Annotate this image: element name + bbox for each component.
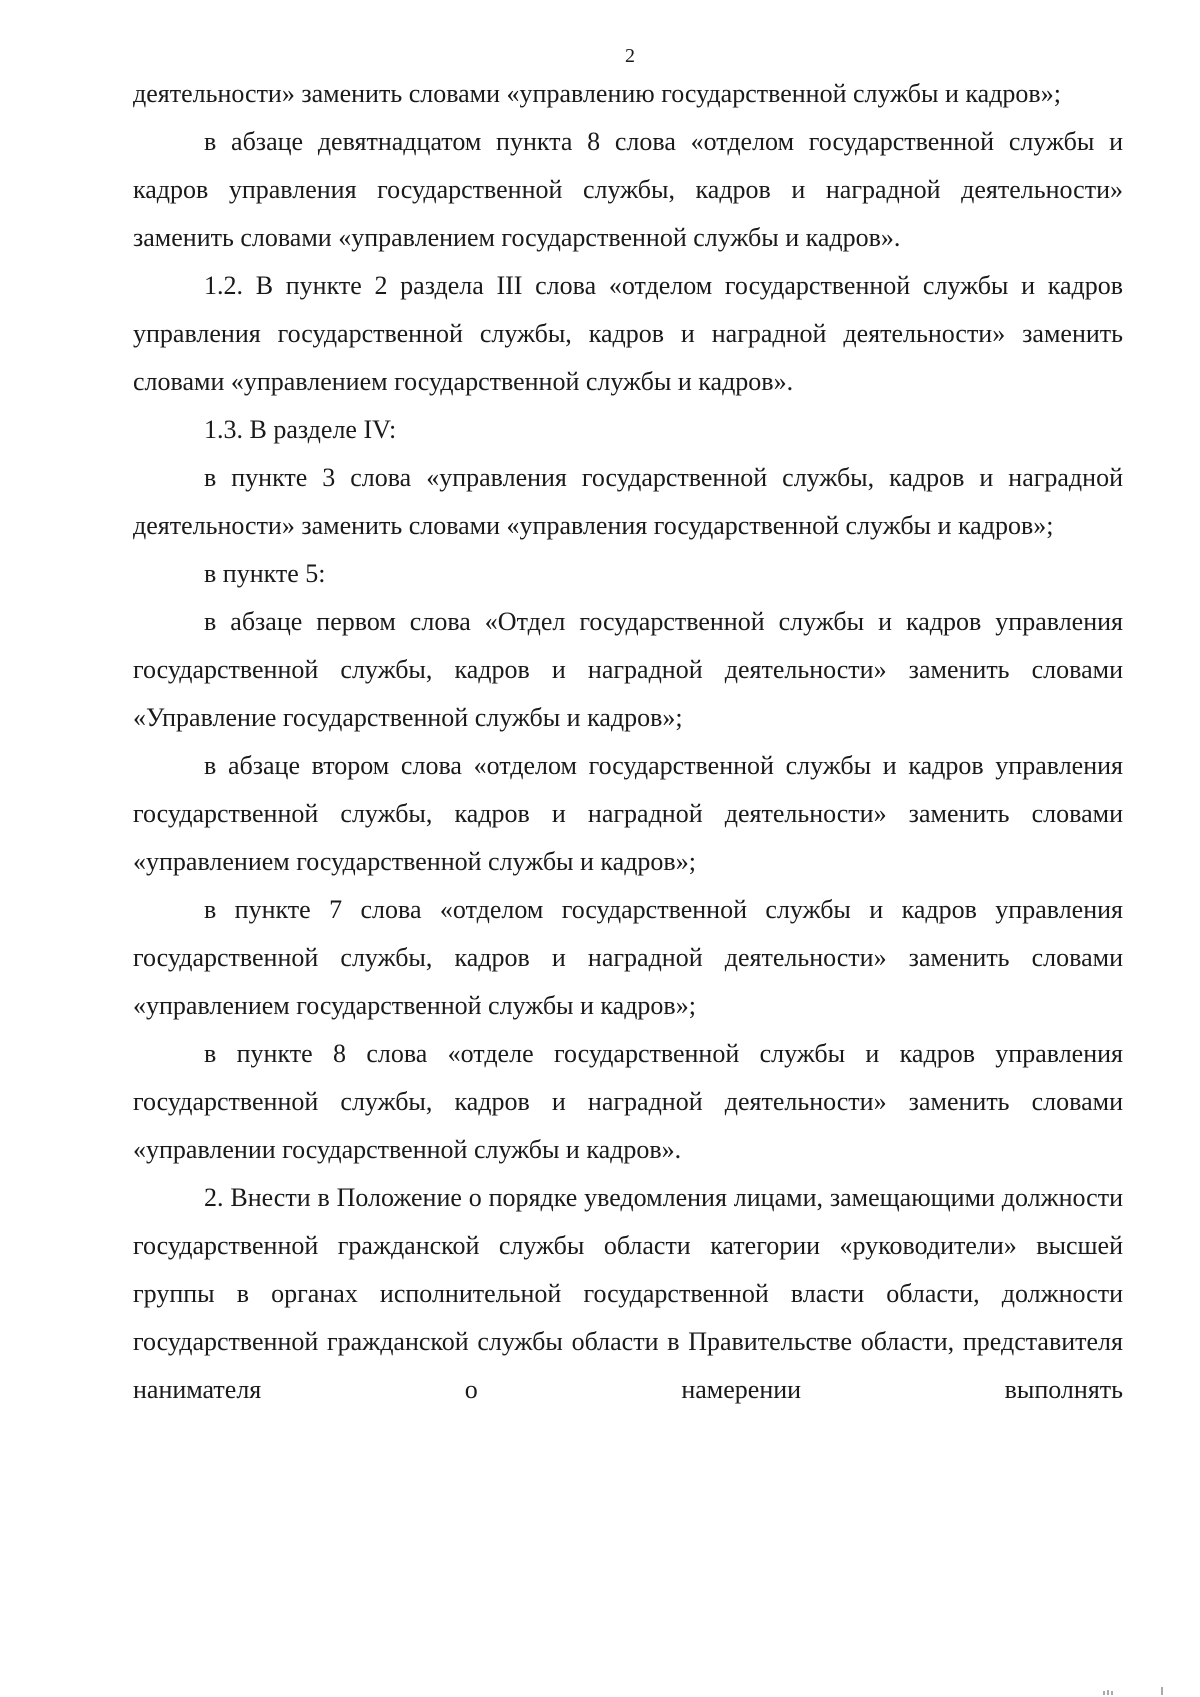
paragraph: 1.3. В разделе IV: xyxy=(204,415,397,444)
paragraph: в пункте 7 слова «отделом государственной службы и кадров управления государственной службы, кадров и наградной деятельности» заменить словами «управлением государственной службы и кадров»; xyxy=(133,895,1123,1020)
paragraph: в пункте 8 слова «отделе государственной службы и кадров управления государственной службы, кадров и наградной деятельности» заменить словами «управлении государственной службы и кадров». xyxy=(133,1039,1123,1164)
paragraph: 1.2. В пункте 2 раздела III слова «отделом государственной службы и кадров управления государственной службы, кадров и наградной деятельности» заменить словами «управлением государственной службы и кадров». xyxy=(133,271,1123,396)
page-number: 2 xyxy=(625,45,635,67)
paragraph: в пункте 5: xyxy=(204,559,326,588)
paragraph: 2. Внести в Положение о порядке уведомления лицами, замещающими должности государственной гражданской службы области категории «руководители» высшей группы в органах исполнительной государственной власти области, должности государственной гражданской службы области в Правительстве области, представителя нанимателя о намерении выполнять xyxy=(133,1183,1123,1404)
paragraph: в абзаце втором слова «отделом государственной службы и кадров управления государственной службы, кадров и наградной деятельности» заменить словами «управлением государственной службы и кадров»; xyxy=(133,751,1123,876)
paragraph: в пункте 3 слова «управления государственной службы, кадров и наградной деятельности» заменить словами «управления государственной службы и кадров»; xyxy=(133,463,1123,540)
paragraph: в абзаце девятнадцатом пункта 8 слова «отделом государственной службы и кадров управления государственной службы, кадров и наградной деятельности» заменить словами «управлением государственной службы и кадров». xyxy=(133,127,1123,252)
paragraph: деятельности» заменить словами «управлению государственной службы и кадров»; xyxy=(133,79,1061,108)
paragraph: в абзаце первом слова «Отдел государственной службы и кадров управления государственной службы, кадров и наградной деятельности» заменить словами «Управление государственной службы и кадров»; xyxy=(133,607,1123,732)
document-body xyxy=(133,70,1123,1414)
scan-artifact-mark xyxy=(1100,1681,1170,1695)
